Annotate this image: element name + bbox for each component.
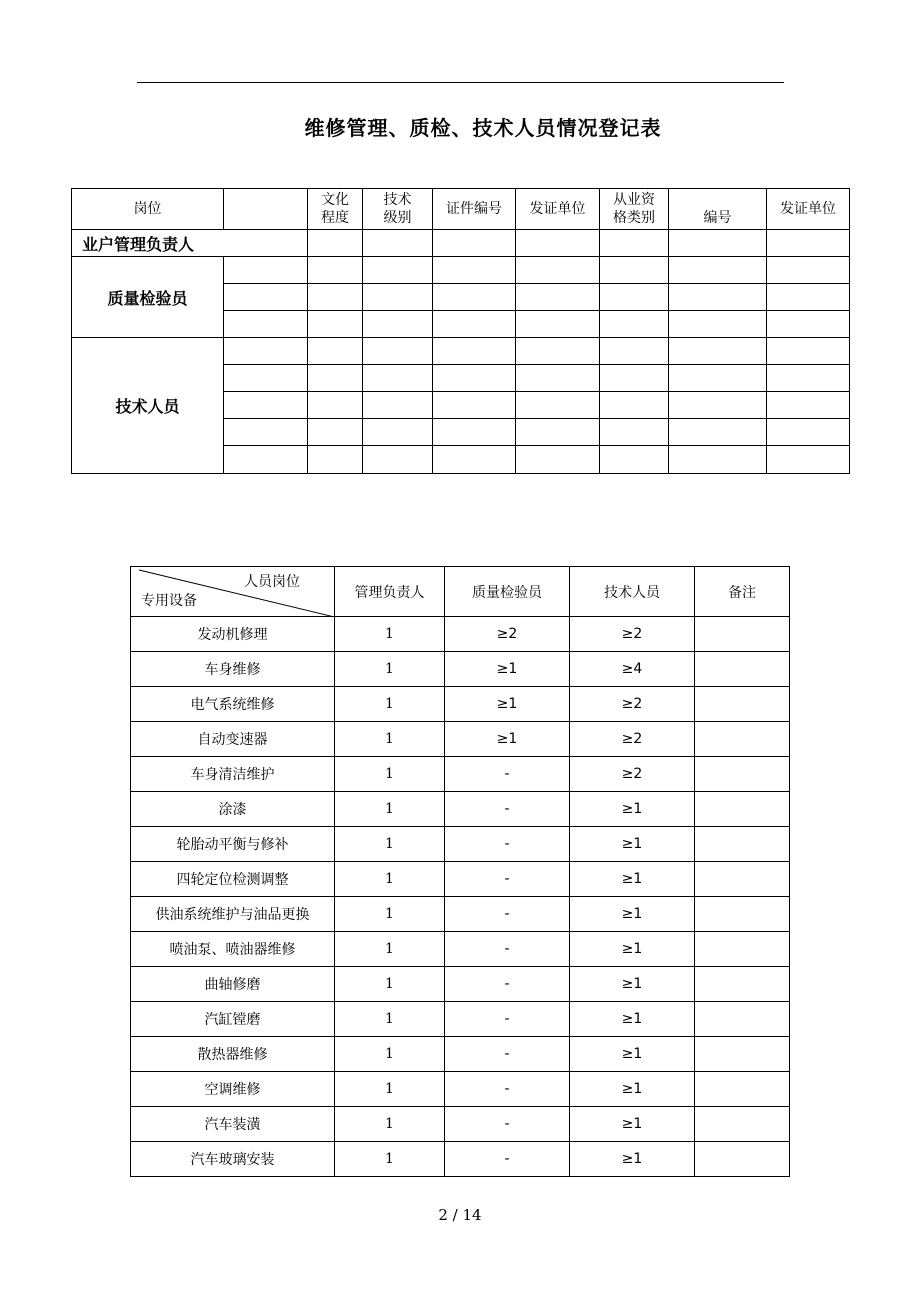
cell-inspector: -	[445, 1002, 570, 1037]
cell-technician: ≥2	[570, 687, 695, 722]
cell-manager: 1	[335, 827, 445, 862]
cell-inspector: -	[445, 1107, 570, 1142]
corner-bottom-label: 专用设备	[141, 593, 197, 609]
technician-row	[72, 338, 850, 365]
column-header: 备注	[695, 567, 790, 617]
cell-item: 散热器维修	[131, 1037, 335, 1072]
corner-top-label: 人员岗位	[244, 574, 300, 590]
header-qualification: 从业资 格类别	[600, 189, 669, 230]
cell-inspector: ≥1	[445, 652, 570, 687]
cell-technician: ≥1	[570, 932, 695, 967]
page-number: 2 / 14	[438, 1206, 482, 1224]
cell-technician: ≥1	[570, 1142, 695, 1177]
role-technician: 技术人员	[72, 338, 224, 474]
cell-manager: 1	[335, 862, 445, 897]
cell-technician: ≥1	[570, 827, 695, 862]
header-post: 岗位	[72, 189, 224, 230]
cell-manager: 1	[335, 1107, 445, 1142]
cell-technician: ≥1	[570, 1072, 695, 1107]
table-row	[131, 1107, 790, 1142]
table2-header-row	[131, 567, 790, 617]
cell-note	[695, 1107, 790, 1142]
cell-manager: 1	[335, 687, 445, 722]
cell-item: 电气系统维修	[131, 687, 335, 722]
cell-note	[695, 1037, 790, 1072]
header-education: 文化 程度	[308, 189, 363, 230]
table-row	[131, 757, 790, 792]
cell-note	[695, 722, 790, 757]
cell-inspector: -	[445, 1142, 570, 1177]
header-issuer-2: 发证单位	[767, 189, 850, 230]
cell-note	[695, 897, 790, 932]
cell-manager: 1	[335, 757, 445, 792]
cell-inspector: -	[445, 862, 570, 897]
cell-note	[695, 1142, 790, 1177]
cell-technician: ≥2	[570, 617, 695, 652]
cell-manager: 1	[335, 722, 445, 757]
header-blank	[224, 189, 308, 230]
cell-item: 涂漆	[131, 792, 335, 827]
cell-manager: 1	[335, 792, 445, 827]
cell-item: 供油系统维护与油品更换	[131, 897, 335, 932]
cell-note	[695, 687, 790, 722]
cell-item: 自动变速器	[131, 722, 335, 757]
cell-manager: 1	[335, 617, 445, 652]
table-row	[131, 792, 790, 827]
cell-item: 喷油泵、喷油器维修	[131, 932, 335, 967]
role-inspector: 质量检验员	[72, 257, 224, 338]
cell-inspector: ≥2	[445, 617, 570, 652]
role-manager: 业户管理负责人	[72, 230, 308, 257]
cell-inspector: ≥1	[445, 722, 570, 757]
cell-item: 空调维修	[131, 1072, 335, 1107]
cell-technician: ≥1	[570, 897, 695, 932]
table-row	[131, 722, 790, 757]
header-rule	[137, 82, 784, 83]
cell-inspector: -	[445, 897, 570, 932]
table-row	[131, 967, 790, 1002]
table-row	[131, 932, 790, 967]
table-row	[131, 1002, 790, 1037]
header-number: 编号	[669, 189, 767, 230]
cell-technician: ≥1	[570, 1107, 695, 1142]
table-row	[131, 1072, 790, 1107]
cell-manager: 1	[335, 652, 445, 687]
cell-note	[695, 862, 790, 897]
cell-manager: 1	[335, 967, 445, 1002]
personnel-register-table	[71, 188, 850, 474]
table-row	[131, 897, 790, 932]
cell-technician: ≥1	[570, 862, 695, 897]
cell-manager: 1	[335, 1072, 445, 1107]
header-tech-level: 技术 级别	[363, 189, 433, 230]
cell-inspector: ≥1	[445, 687, 570, 722]
cell-note	[695, 652, 790, 687]
cell-note	[695, 757, 790, 792]
cell-note	[695, 967, 790, 1002]
equipment-staffing-table	[130, 566, 790, 1177]
cell-item: 四轮定位检测调整	[131, 862, 335, 897]
cell-technician: ≥1	[570, 1002, 695, 1037]
cell-item: 轮胎动平衡与修补	[131, 827, 335, 862]
header-issuer: 发证单位	[516, 189, 600, 230]
page-title: 维修管理、质检、技术人员情况登记表	[304, 116, 662, 140]
cell-item: 汽车装潢	[131, 1107, 335, 1142]
cell-manager: 1	[335, 1142, 445, 1177]
cell-item: 曲轴修磨	[131, 967, 335, 1002]
column-header: 质量检验员	[445, 567, 570, 617]
table-row	[131, 617, 790, 652]
cell-technician: ≥1	[570, 792, 695, 827]
table-row	[131, 1037, 790, 1072]
table-row	[131, 652, 790, 687]
header-cert-no: 证件编号	[433, 189, 516, 230]
table-row	[131, 862, 790, 897]
cell-note	[695, 1072, 790, 1107]
table-row	[131, 687, 790, 722]
cell-note	[695, 827, 790, 862]
manager-row	[72, 230, 850, 257]
cell-inspector: -	[445, 967, 570, 1002]
cell-inspector: -	[445, 827, 570, 862]
cell-technician: ≥2	[570, 722, 695, 757]
cell-note	[695, 792, 790, 827]
diagonal-header-cell	[131, 567, 335, 617]
cell-manager: 1	[335, 932, 445, 967]
column-header: 技术人员	[570, 567, 695, 617]
cell-item: 汽缸镗磨	[131, 1002, 335, 1037]
cell-technician: ≥1	[570, 967, 695, 1002]
cell-item: 车身维修	[131, 652, 335, 687]
cell-inspector: -	[445, 932, 570, 967]
table1-header-row	[72, 189, 850, 230]
cell-technician: ≥1	[570, 1037, 695, 1072]
cell-inspector: -	[445, 1037, 570, 1072]
cell-inspector: -	[445, 792, 570, 827]
cell-note	[695, 617, 790, 652]
cell-technician: ≥4	[570, 652, 695, 687]
cell-item: 发动机修理	[131, 617, 335, 652]
table-row	[131, 1142, 790, 1177]
inspector-row	[72, 257, 850, 284]
cell-note	[695, 1002, 790, 1037]
cell-manager: 1	[335, 1037, 445, 1072]
cell-item: 车身清洁维护	[131, 757, 335, 792]
cell-technician: ≥2	[570, 757, 695, 792]
cell-item: 汽车玻璃安装	[131, 1142, 335, 1177]
cell-manager: 1	[335, 897, 445, 932]
cell-inspector: -	[445, 757, 570, 792]
cell-inspector: -	[445, 1072, 570, 1107]
cell-note	[695, 932, 790, 967]
table-row	[131, 827, 790, 862]
column-header: 管理负责人	[335, 567, 445, 617]
cell-manager: 1	[335, 1002, 445, 1037]
